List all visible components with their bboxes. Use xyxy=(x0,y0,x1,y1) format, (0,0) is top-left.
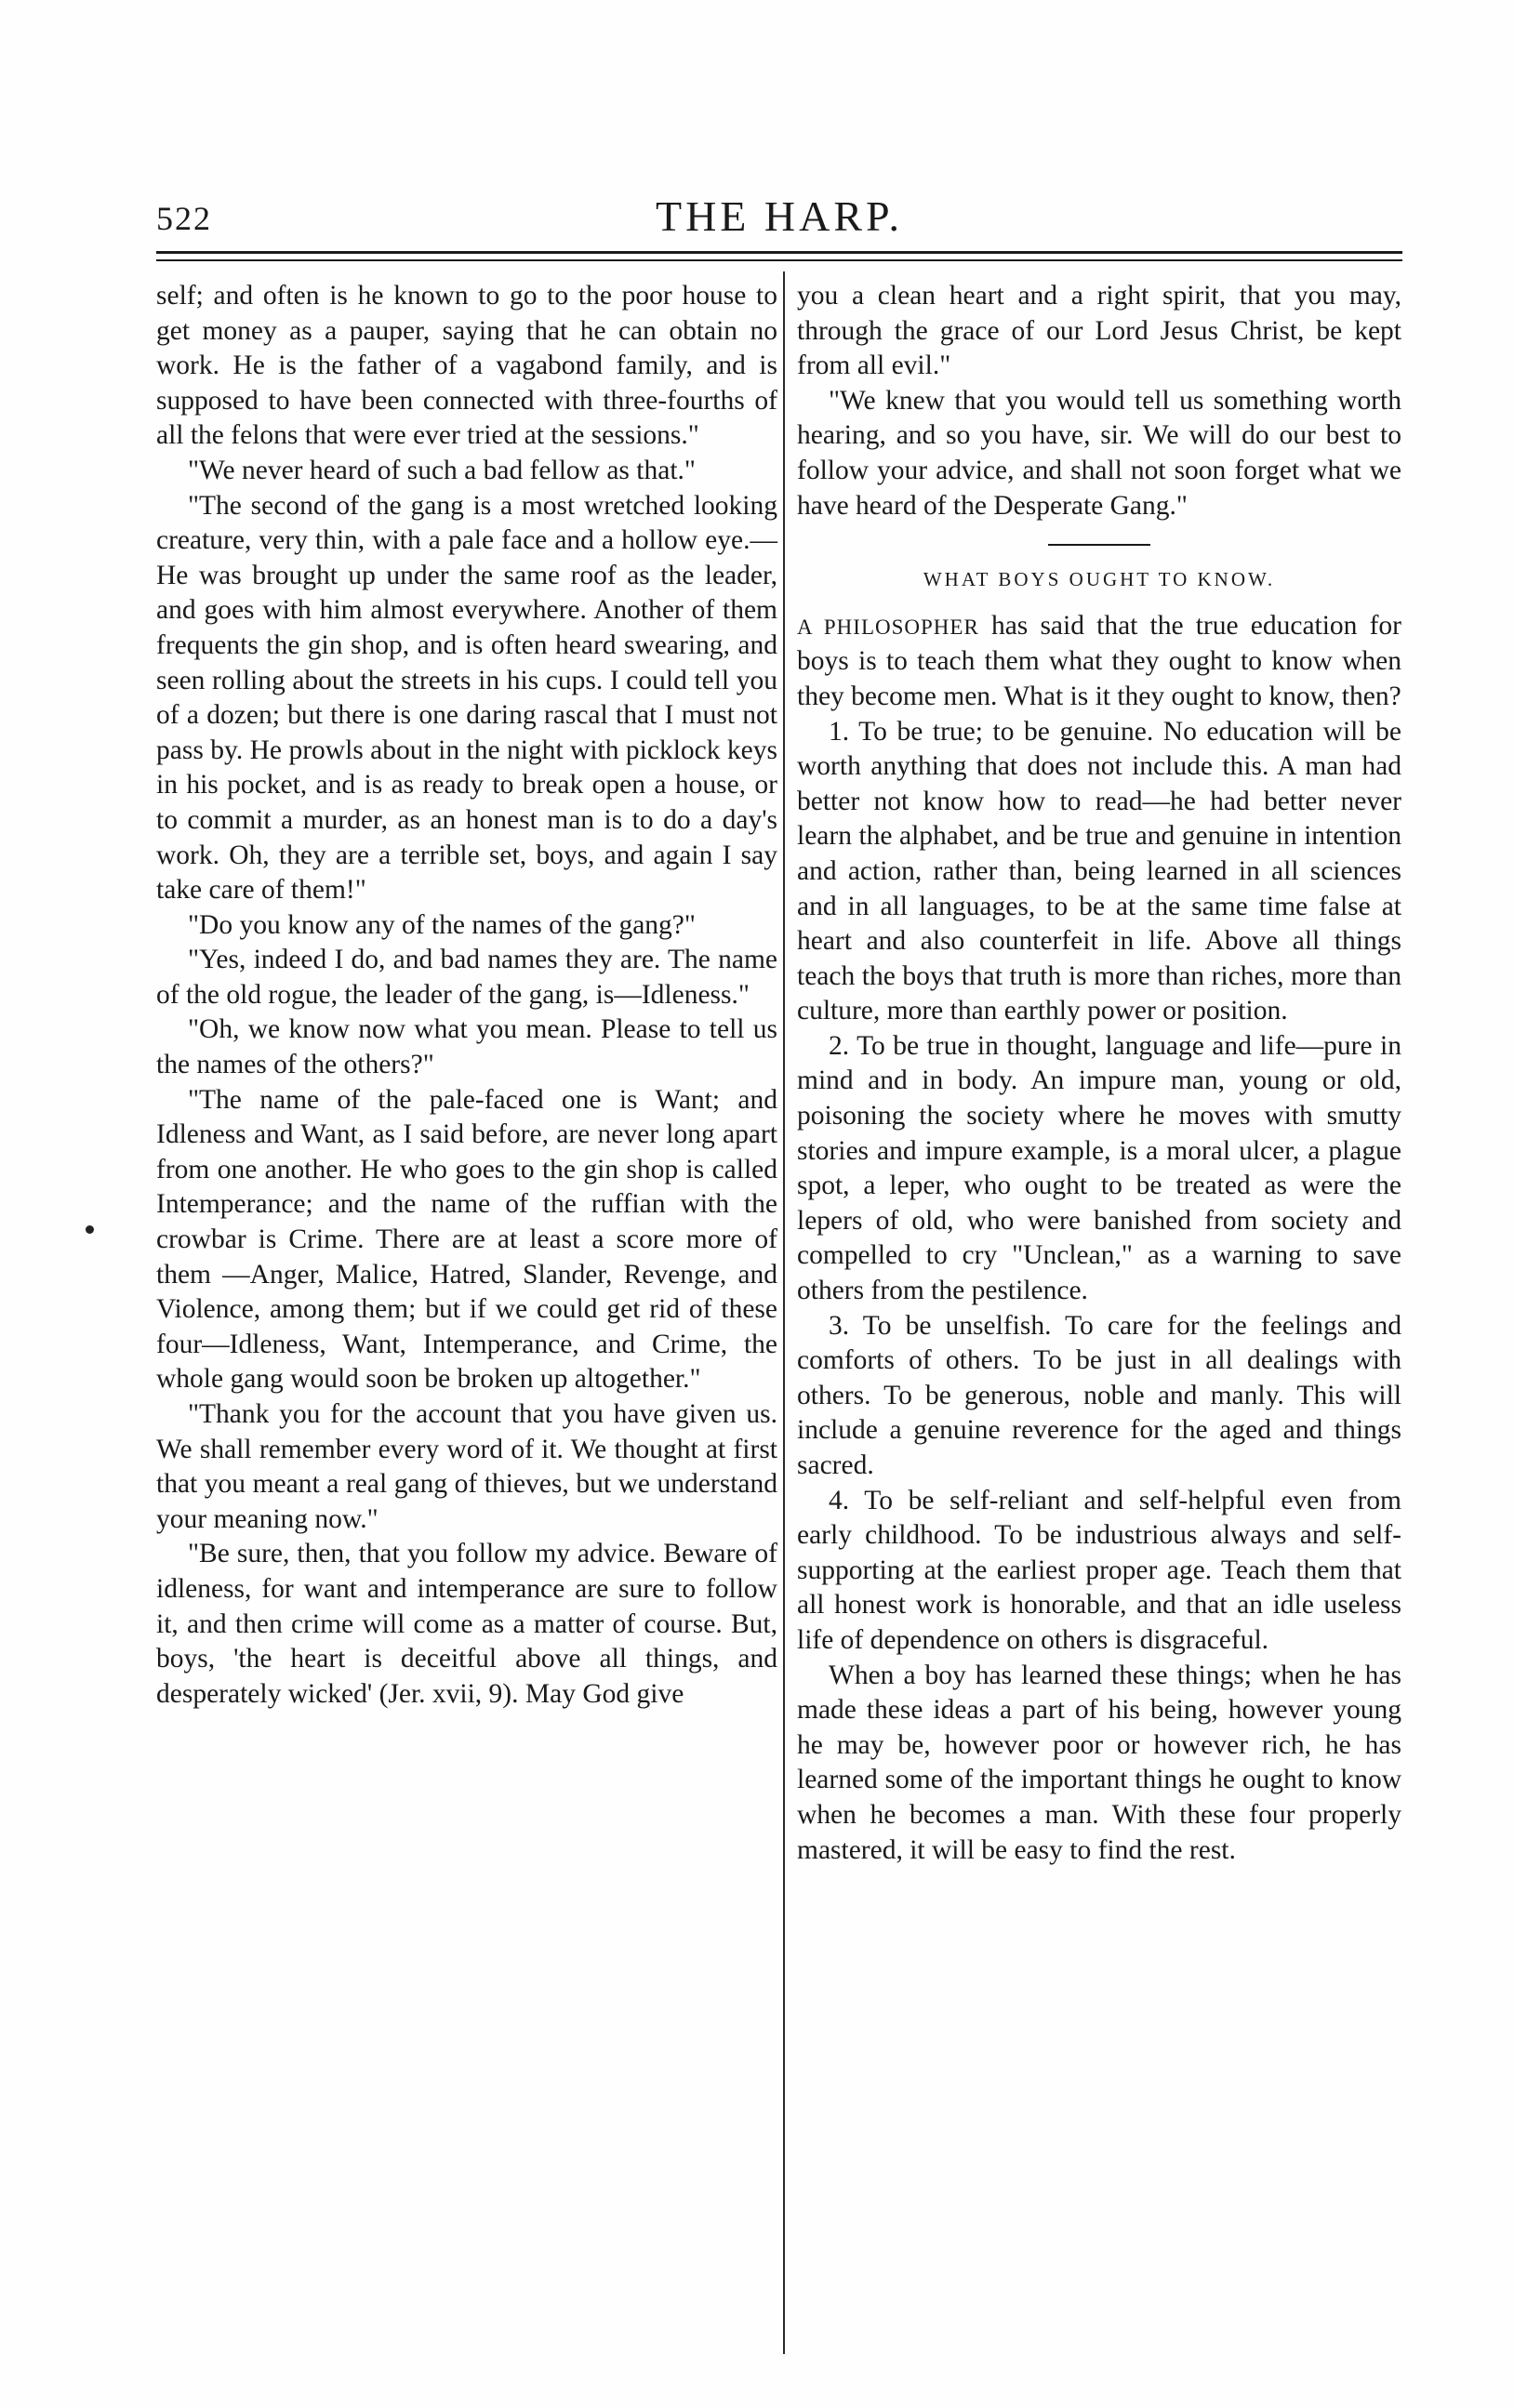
right-paragraph: 1. To be true; to be genuine. No education will be worth anything that does not include this. A man had better not know how to read—he had better never learn the alphabet, and be true and genuine in intention and action, rather than, being learned in all sciences and in all languages, to be at the same time false at heart and also counterfeit in life. Above all things teach the boys that truth is more than riches, more than culture, more than earthly power or position. xyxy=(797,716,1401,1026)
left-paragraph: self; and often is he known to go to the poor house to get money as a pauper, saying that he can obtain no work. He is the father of a vagabond family, and is supposed to have been connected with three-fourths of all the felons that were ever tried at the sessions." xyxy=(156,281,777,451)
left-paragraph: "The name of the pale-faced one is Want; and Idleness and Want, as I said before, are never long apart from one another. He who goes to the gin shop is called Intemperance; and the name of the ruffian with the crowbar is Crime. There are at least a score more of them —Anger, Malice, Hatred, Slander, Revenge, and Violence, among them; but if we could get rid of these four—Idleness, Want, Intemperance, and Crime, the whole gang would soon be broken up altogether." xyxy=(156,1084,777,1395)
right-column xyxy=(797,279,1401,1868)
right-paragraph: When a boy has learned these things; when he has made these ideas a part of his being, however young he may be, however poor or however rich, he has learned some of the important things he ought to know when he becomes a man. With these four properly mastered, it will be easy to find the rest. xyxy=(797,1660,1401,1865)
running-title: THE HARP. xyxy=(655,192,904,240)
lead-in-smallcaps: A PHILOSOPHER xyxy=(797,614,979,639)
right-paragraph: 4. To be self-reliant and self-helpful even from early childhood. To be industrious always and self-supporting at the earliest proper age. Teach them that all honest work is honorable, and that an idle useless life of dependence on others is disgraceful. xyxy=(797,1485,1401,1655)
lead-in-rest: has said that the true education for boys is to teach them what they ought to know when they become men. What is it they ought to know, then? xyxy=(797,610,1401,711)
right-paragraph xyxy=(797,609,1401,715)
left-paragraph: "The second of the gang is a most wretched looking creature, very thin, with a pale face and a hollow eye.—He was brought up under the same roof as the leader, and goes with him almost everywhere. Another of them frequents the gin shop, and is often heard swearing, and seen rolling about the streets in his cups. I could tell you of a dozen; but there is one daring rascal that I must not pass by. He prowls about in the night with picklock keys in his pocket, and is as ready to break open a house, or to commit a murder, as an honest man is to do a day's work. Oh, they are a terrible set, boys, and again I say take care of them!" xyxy=(156,490,777,906)
column-divider xyxy=(783,271,785,2354)
right-paragraph: you a clean heart and a right spirit, that you may, through the grace of our Lord Jesus Christ, be kept from all evil." xyxy=(797,281,1401,381)
header-rule-top xyxy=(156,251,1402,254)
right-paragraph: 2. To be true in thought, language and life—pure in mind and in body. An impure man, young or old, poisoning the society where he moves with smutty stories and impure example, is a moral ulcer, a plague spot, a leper, who ought to be treated as were the lepers of old, who were banished from society and compelled to cry "Unclean," as a warning to save others from the pestilence. xyxy=(797,1030,1401,1306)
header-rule-bottom xyxy=(156,259,1402,261)
page-number: 522 xyxy=(156,200,212,237)
left-paragraph: "Be sure, then, that you follow my advice. Beware of idleness, for want and intemperance are sure to follow it, and then crime will come as a matter of course. But, boys, 'the heart is deceitful above all things, and desperately wicked' (Jer. xvii, 9). May God give xyxy=(156,1539,777,1709)
left-paragraph: "We never heard of such a bad fellow as that." xyxy=(188,455,696,485)
right-paragraph: 3. To be unselfish. To care for the feelings and comforts of others. To be just in all dealings with others. To be generous, noble and manly. This will include a genuine reverence for the aged and things sacred. xyxy=(797,1310,1401,1480)
section-heading: WHAT BOYS OUGHT TO KNOW. xyxy=(923,568,1276,591)
section-separator xyxy=(1048,544,1150,546)
left-column xyxy=(156,279,777,1712)
left-paragraph: "Yes, indeed I do, and bad names they are. The name of the old rogue, the leader of the gang, is—Idleness." xyxy=(156,945,777,1010)
left-paragraph: "Do you know any of the names of the gang?" xyxy=(188,909,696,940)
margin-mark xyxy=(86,1225,94,1234)
left-paragraph: "Thank you for the account that you have given us. We shall remember every word of it. We thought at first that you meant a real gang of thieves, but we understand your meaning now." xyxy=(156,1399,777,1534)
left-paragraph: "Oh, we know now what you mean. Please to tell us the names of the others?" xyxy=(156,1014,777,1080)
right-paragraph: "We knew that you would tell us something worth hearing, and so you have, sir. We will do our best to follow your advice, and shall not soon forget what we have heard of the Desperate Gang." xyxy=(797,385,1401,521)
page-header xyxy=(156,186,1402,242)
